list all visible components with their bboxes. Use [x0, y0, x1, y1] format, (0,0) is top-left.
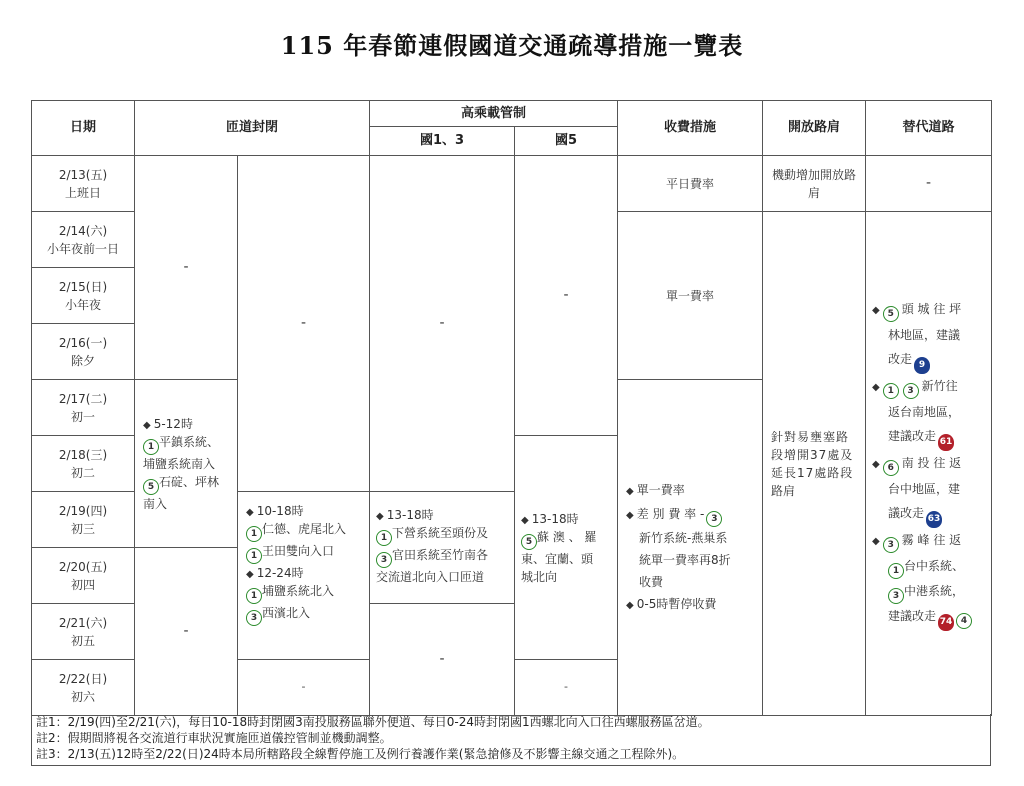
freeway-5-icon: 5 [143, 479, 159, 495]
header-date: 日期 [32, 101, 135, 156]
header-shoulder: 開放路肩 [763, 101, 866, 156]
hov-n13-measures: ◆ 13-18時 1 下營系統至頭份及 3 官田系統至竹南各 交流道北向入口匝道 [370, 492, 515, 604]
freeway-1-icon: 1 [246, 548, 262, 564]
route-74-shield-icon: 74 [938, 614, 954, 631]
freeway-3-icon: 3 [246, 610, 262, 626]
date-cell: 2/20(五) 初四 [32, 548, 135, 604]
hov-n13-cell: - [370, 156, 515, 492]
alt-dash: - [866, 156, 992, 212]
freeway-3-icon: 3 [888, 588, 904, 604]
footnotes [31, 714, 991, 766]
freeway-1-icon: 1 [883, 383, 899, 399]
ramp-closure-b: ◆ 10-18時 1 仁德、虎尾北入 1 王田雙向入口 ◆ 12-24時 1 埔鹽系統北入 3 西濱北入 [238, 492, 370, 660]
route-63-shield-icon: 63 [926, 511, 942, 528]
freeway-5-icon: 5 [883, 306, 899, 322]
hov-n13-cell-2: - [370, 604, 515, 716]
date-cell: 2/13(五) 上班日 [32, 156, 135, 212]
freeway-5-icon: 5 [521, 534, 537, 550]
route-9-shield-icon: 9 [914, 357, 930, 374]
ramp-cell-1: - [135, 156, 238, 380]
freeway-3-icon: 3 [706, 511, 722, 527]
header-ramp: 匝道封閉 [135, 101, 370, 156]
header-hov-n13: 國1、3 [370, 127, 515, 156]
header-hov-n5: 國5 [515, 127, 618, 156]
header-toll: 收費措施 [618, 101, 763, 156]
freeway-4-icon: 4 [956, 613, 972, 629]
ramp-cell-3: - [135, 548, 238, 716]
date-cell: 2/21(六) 初五 [32, 604, 135, 660]
freeway-3-icon: 3 [376, 552, 392, 568]
ramp-cell-4: - [238, 660, 370, 716]
toll-single: 單一費率 [618, 212, 763, 380]
freeway-3-icon: 3 [883, 537, 899, 553]
date-cell: 2/16(一) 除夕 [32, 324, 135, 380]
shoulder-measures: 針對易壅塞路 段增開37處及 延長17處路段 路肩 [763, 212, 866, 716]
date-cell: 2/15(日) 小年夜 [32, 268, 135, 324]
hov-n5-cell: - [515, 156, 618, 436]
freeway-3-icon: 3 [903, 383, 919, 399]
date-cell: 2/22(日) 初六 [32, 660, 135, 716]
freeway-1-icon: 1 [246, 526, 262, 542]
date-cell: 2/14(六) 小年夜前一日 [32, 212, 135, 268]
toll-measures: ◆ 單一費率 ◆ 差 別 費 率 - 3 新竹系統-燕巢系 統單一費率再8折 收費 ◆ 0-5時暫停收費 [618, 380, 763, 716]
note-3: 註3：2/13(五)12時至2/22(日)24時本局所轄路段全線暫停施工及例行養護作業(緊急搶修及不影響主線交通之工程除外)。 [36, 747, 685, 761]
hov-n5-measures: ◆ 13-18時 5 蘇 澳 、 羅 東、宜蘭、頭 城北向 [515, 436, 618, 660]
date-cell: 2/17(二) 初一 [32, 380, 135, 436]
note-2: 註2：假期間將視各交流道行車狀況實施匝道儀控管制並機動調整。 [36, 731, 392, 745]
freeway-1-icon: 1 [246, 588, 262, 604]
freeway-6-icon: 6 [883, 460, 899, 476]
shoulder-extra: 機動增加開放路肩 [763, 156, 866, 212]
ramp-cell-2: - [238, 156, 370, 492]
freeway-1-icon: 1 [143, 439, 159, 455]
date-cell: 2/18(三) 初二 [32, 436, 135, 492]
note-1: 註1：2/19(四)至2/21(六)，每日10-18時封閉國3南投服務區聯外便道、每日0-24時封閉國1西螺北向入口往西螺服務區岔道。 [36, 715, 710, 729]
toll-weekday: 平日費率 [618, 156, 763, 212]
ramp-closure-a: ◆ 5-12時 1 平鎮系統、 埔鹽系統南入 5 石碇、坪林 南入 [135, 380, 238, 548]
freeway-1-icon: 1 [376, 530, 392, 546]
hov-n5-cell-2: - [515, 660, 618, 716]
measures-table [31, 100, 992, 716]
page-title: 115 年春節連假國道交通疏導措施一覽表 [280, 31, 744, 60]
header-alt: 替代道路 [866, 101, 992, 156]
freeway-1-icon: 1 [888, 563, 904, 579]
route-61-shield-icon: 61 [938, 434, 954, 451]
date-cell: 2/19(四) 初三 [32, 492, 135, 548]
alt-routes: ◆ 5 頭 城 往 坪 林地區，建議 改走 9 ◆ 1 3 新竹往 返台南地區， 建議改走 61 ◆ 6 南 投 往 返 台中地區，建 議改走 63 ◆ 3 霧 峰 往 返 1 台中系統、 3 中港系統， 建議改走 74 4 [866, 212, 992, 716]
header-hov: 高乘載管制 [370, 101, 618, 127]
